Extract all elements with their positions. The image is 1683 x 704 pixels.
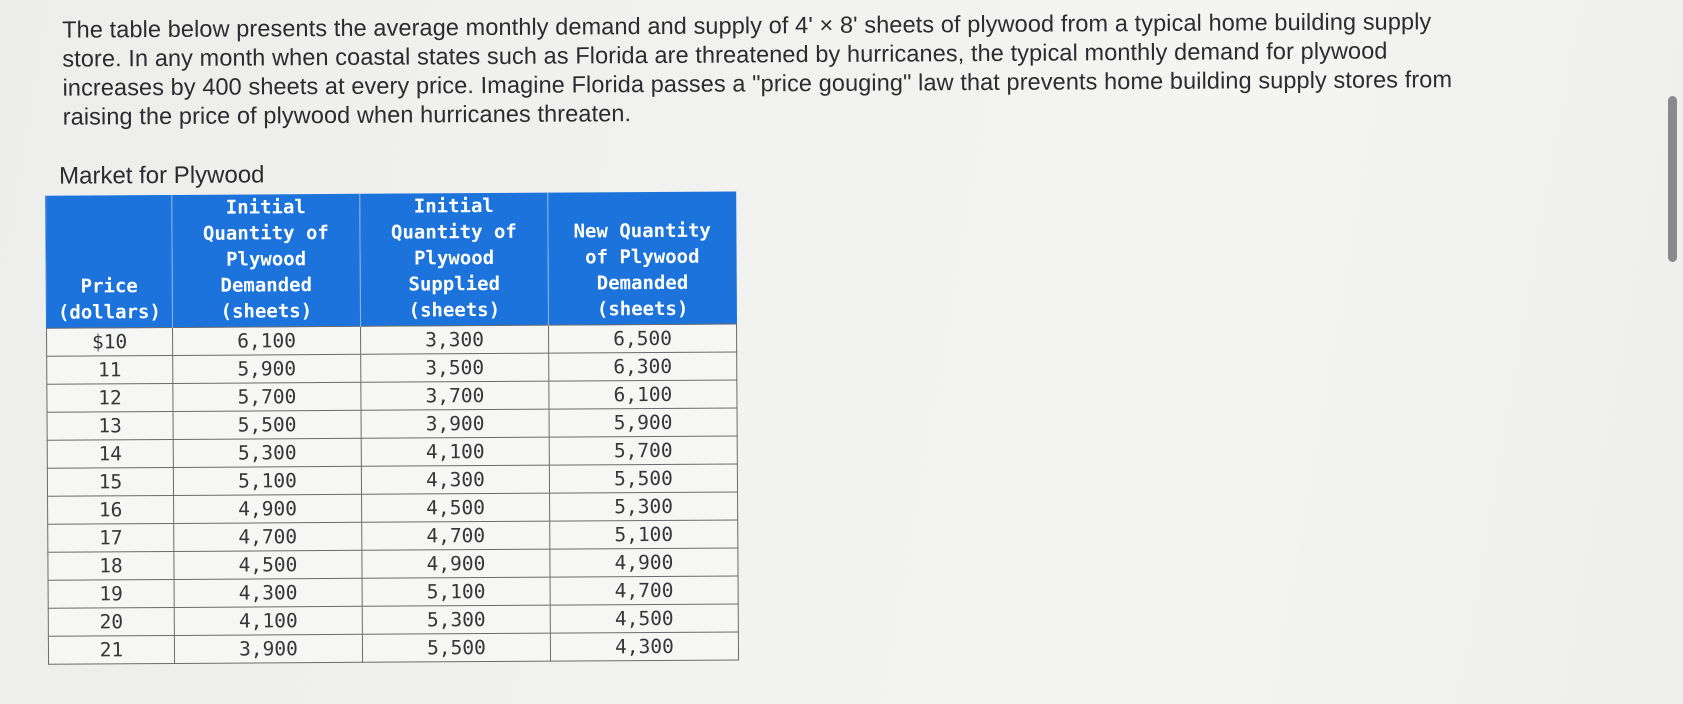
- initial-supplied-cell: 5,300: [362, 605, 550, 634]
- header-line: Initial: [413, 194, 494, 218]
- initial-supplied-cell: 4,700: [362, 521, 550, 550]
- table-row: [47, 408, 737, 440]
- table-row: [48, 492, 738, 524]
- table-row: [48, 548, 738, 580]
- initial-supplied-cell: 5,100: [362, 577, 550, 606]
- intro-line-2: store. In any month when coastal states such as Florida are threatened by hurricanes, the typical monthly demand for plywood: [62, 37, 1388, 72]
- initial-demanded-cell: 5,300: [173, 438, 361, 467]
- price-cell: 11: [47, 355, 173, 384]
- new-demanded-cell: 6,300: [549, 352, 737, 381]
- price-cell: 17: [48, 523, 174, 552]
- new-demanded-cell: 5,900: [549, 408, 737, 437]
- initial-supplied-cell: 4,300: [361, 465, 549, 494]
- new-demanded-header: [548, 192, 737, 326]
- price-cell: 18: [48, 551, 174, 580]
- initial-demanded-cell: 4,700: [174, 522, 362, 551]
- header-line: (dollars): [57, 301, 161, 324]
- header-line: (sheets): [408, 298, 501, 322]
- table-body: [47, 324, 739, 664]
- initial-demanded-header: [172, 194, 361, 328]
- table-row: [47, 324, 737, 356]
- header-line: (sheets): [596, 297, 689, 321]
- initial-demanded-cell: 5,100: [173, 466, 361, 495]
- table-row: [48, 632, 738, 664]
- new-demanded-cell: 5,700: [549, 436, 737, 465]
- table-caption: Market for Plywood: [58, 161, 265, 190]
- price-cell: 20: [48, 607, 174, 636]
- price-cell: 16: [48, 495, 174, 524]
- header-line: (sheets): [220, 300, 313, 323]
- header-line: of Plywood: [585, 245, 700, 269]
- header-row: [46, 192, 737, 329]
- price-cell: 14: [47, 439, 173, 468]
- new-demanded-cell: 4,300: [550, 632, 738, 661]
- initial-supplied-header: [360, 193, 549, 327]
- price-cell: 13: [47, 411, 173, 440]
- initial-demanded-cell: 4,500: [174, 550, 362, 579]
- new-demanded-cell: 6,100: [549, 380, 737, 409]
- new-demanded-cell: 5,500: [549, 464, 737, 493]
- table-row: [48, 604, 738, 636]
- header-line: Plywood: [225, 248, 307, 271]
- table-row: [48, 520, 738, 552]
- initial-supplied-cell: 4,900: [362, 549, 550, 578]
- initial-demanded-cell: 4,900: [174, 494, 362, 523]
- table-header: [46, 192, 737, 329]
- price-cell: 12: [47, 383, 173, 412]
- new-demanded-cell: 4,700: [550, 576, 738, 605]
- initial-demanded-cell: 4,300: [174, 578, 362, 607]
- intro-paragraph: [62, 6, 1663, 132]
- table-row: [48, 576, 738, 608]
- new-demanded-cell: 5,100: [550, 520, 738, 549]
- intro-line-4: raising the price of plywood when hurricanes threaten.: [62, 100, 632, 130]
- header-line: Demanded: [596, 271, 689, 295]
- initial-demanded-cell: 5,500: [173, 410, 361, 439]
- price-cell: $10: [47, 327, 173, 356]
- initial-supplied-cell: 3,900: [361, 409, 549, 438]
- new-demanded-cell: 6,500: [548, 324, 736, 353]
- price-cell: 21: [48, 635, 174, 664]
- initial-supplied-cell: 3,300: [361, 325, 549, 354]
- header-line: Price: [80, 275, 138, 298]
- intro-line-1: The table below presents the average monthly demand and supply of 4' × 8' sheets of plywood from a typical home building supply: [62, 8, 1432, 43]
- table-row: [47, 436, 737, 468]
- initial-supplied-cell: 4,100: [361, 437, 549, 466]
- table-row: [47, 464, 737, 496]
- initial-supplied-cell: 5,500: [362, 633, 550, 662]
- table-row: [47, 352, 737, 384]
- initial-demanded-cell: 5,900: [173, 354, 361, 383]
- initial-demanded-cell: 6,100: [173, 326, 361, 355]
- vertical-scrollbar[interactable]: [1668, 96, 1677, 262]
- initial-demanded-cell: 4,100: [174, 606, 362, 635]
- header-line: Demanded: [220, 274, 313, 297]
- header-line: Quantity of: [390, 220, 517, 244]
- table-row: [47, 380, 737, 412]
- price-cell: 15: [47, 467, 173, 496]
- price-cell: 19: [48, 579, 174, 608]
- initial-demanded-cell: 3,900: [174, 634, 362, 663]
- header-line: Plywood: [413, 246, 495, 270]
- initial-supplied-cell: 4,500: [362, 493, 550, 522]
- intro-line-3: increases by 400 sheets at every price. Imagine Florida passes a "price gouging" law that prevents home building supply stores from: [62, 66, 1453, 101]
- new-demanded-cell: 4,500: [550, 604, 738, 633]
- header-line: Initial: [225, 196, 306, 219]
- initial-supplied-cell: 3,700: [361, 381, 549, 410]
- new-demanded-cell: 4,900: [550, 548, 738, 577]
- header-line: Supplied: [408, 272, 501, 296]
- header-line: New Quantity: [573, 219, 711, 243]
- price-header: [46, 195, 173, 328]
- header-line: Quantity of: [202, 221, 329, 245]
- plywood-market-table: [45, 192, 739, 665]
- new-demanded-cell: 5,300: [550, 492, 738, 521]
- initial-demanded-cell: 5,700: [173, 382, 361, 411]
- initial-supplied-cell: 3,500: [361, 353, 549, 382]
